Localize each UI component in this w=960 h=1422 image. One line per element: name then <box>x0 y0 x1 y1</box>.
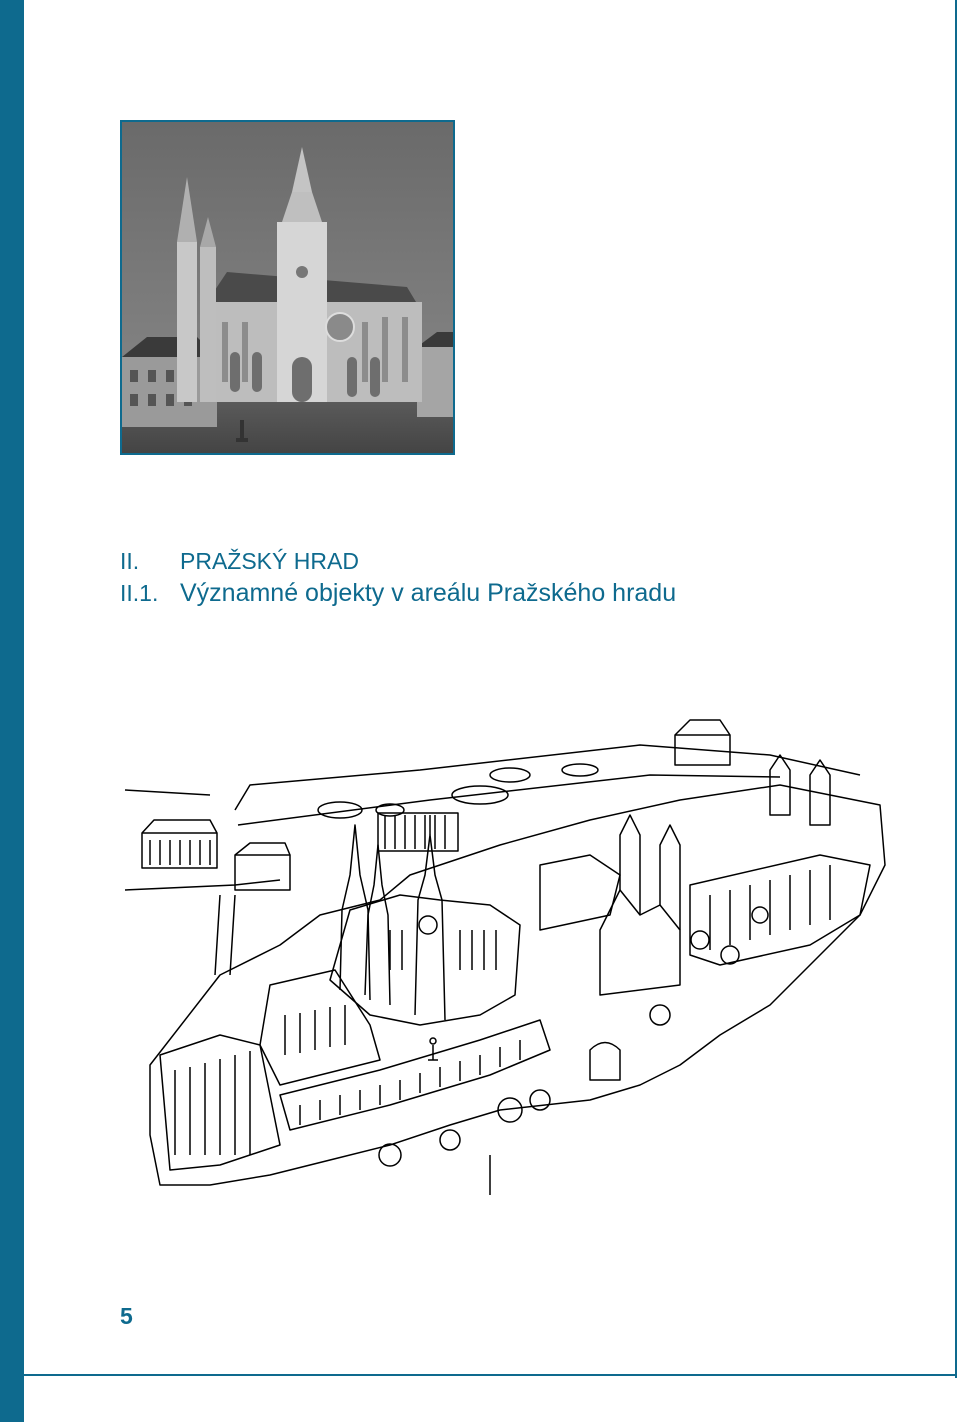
cathedral-photo <box>120 120 455 455</box>
chapter-number: II. <box>120 547 140 574</box>
right-frame-line <box>955 0 957 1378</box>
section-line <box>120 577 676 609</box>
left-accent-bar <box>0 0 24 1422</box>
bottom-frame-line <box>24 1374 957 1376</box>
chapter-title: PRAŽSKÝ HRAD <box>180 547 359 574</box>
section-title: Významné objekty v areálu Pražského hradu <box>180 578 677 607</box>
chapter-line <box>120 545 676 577</box>
section-number: II.1. <box>120 579 159 606</box>
page-number: 5 <box>120 1303 133 1329</box>
castle-line-drawing <box>120 715 890 1205</box>
chapter-heading <box>120 545 676 609</box>
